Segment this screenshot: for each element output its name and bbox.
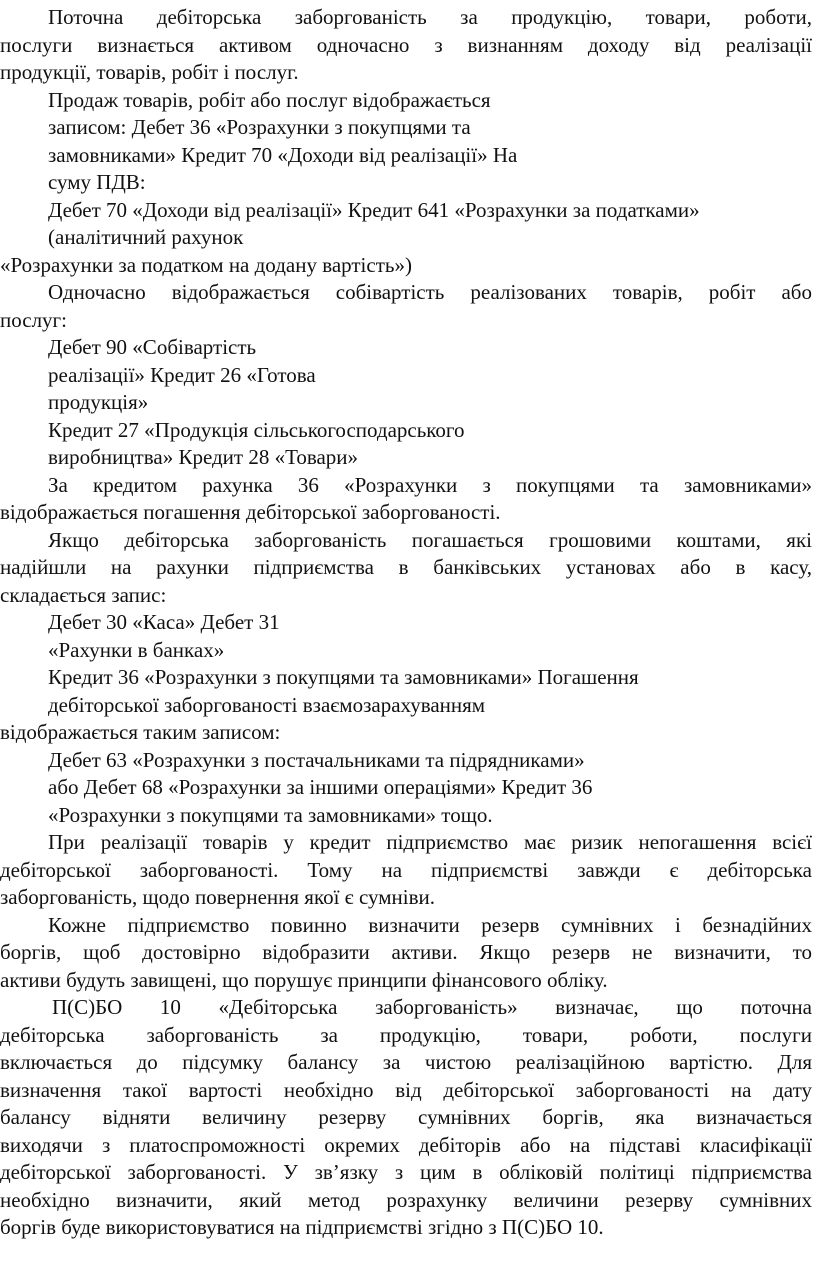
document-text-line: записом: Дебет 36 «Розрахунки з покупцями та xyxy=(48,115,471,139)
document-text-line: Кожне підприємство повинно визначити резерв сумнівних і безнадійних xyxy=(48,912,812,937)
document-text-line: Поточна дебіторська заборгованість за продукцію, товари, роботи, xyxy=(48,5,812,29)
document-text-line: відображається таким записом: xyxy=(0,720,281,744)
document-text-line: дебіторської заборгованості. Тому на підприємстві завжди є дебіторська xyxy=(0,857,812,882)
document-text-line: При реалізації товарів у кредит підприємство має ризик непогашення всієї xyxy=(48,830,812,854)
document-text-line: За кредитом рахунка 36 «Розрахунки з покупцями та замовниками» xyxy=(48,472,812,497)
document-text-line: дебіторської заборгованості взаємозарахуванням xyxy=(48,692,486,717)
document-text-line: заборгованість, щодо повернення якої є сумніви. xyxy=(0,885,435,909)
document-text-line: боргів буде використовуватися на підприємстві згідно з П(С)БО 10. xyxy=(0,1215,604,1239)
document-text-line: відображається погашення дебіторської заборгованості. xyxy=(0,500,501,524)
document-text-line: боргів, щоб достовірно відобразити активи. Якщо резерв не визначити, то xyxy=(0,940,812,964)
document-text-line: дебіторської заборгованості. У зв’язку з цим в обліковій політиці підприємства xyxy=(0,1160,812,1184)
document-text-line: суму ПДВ: xyxy=(48,170,146,194)
document-text-line: дебіторська заборгованість за продукцію, товари, роботи, послуги xyxy=(0,1022,812,1047)
document-text-line: продукції, товарів, робіт і послуг. xyxy=(0,60,299,84)
document-text-line: реалізації» Кредит 26 «Готова xyxy=(48,362,316,387)
document-text-line: включається до підсумку балансу за чистою реалізаційною вартістю. Для xyxy=(0,1050,812,1074)
document-text-line: активи будуть завищені, що порушує принципи фінансового обліку. xyxy=(0,967,608,992)
document-text-line: виробництва» Кредит 28 «Товари» xyxy=(48,445,359,469)
document-text-line: П(С)БО 10 «Дебіторська заборгованість» визначає, що поточна xyxy=(52,995,812,1019)
document-text-line: Дебет 70 «Доходи від реалізації» Кредит 641 «Розрахунки за податками» xyxy=(48,197,700,222)
document-text-line: «Рахунки в банках» xyxy=(48,637,225,662)
document-text-line: або Дебет 68 «Розрахунки за іншими операціями» Кредит 36 xyxy=(48,775,593,799)
document-text-line: (аналітичний рахунок xyxy=(48,225,244,249)
document-text-line: складається запис: xyxy=(0,582,167,607)
document-text-line: Одночасно відображається собівартість реалізованих товарів, робіт або xyxy=(48,280,812,304)
document-text-line: визначення такої вартості необхідно від дебіторської заборгованості на дату xyxy=(0,1077,812,1102)
document-text-line: виходячи з платоспроможності окремих дебіторів або на підставі класифікації xyxy=(0,1132,812,1157)
document-text-line: «Розрахунки з покупцями та замовниками» тощо. xyxy=(48,802,493,827)
document-text-line: Кредит 27 «Продукція сільськогосподарського xyxy=(48,417,465,442)
document-text-line: послуг: xyxy=(0,307,68,332)
document-text-line: Продаж товарів, робіт або послуг відображається xyxy=(48,87,491,112)
document-text-line: Кредит 36 «Розрахунки з покупцями та замовниками» Погашення xyxy=(48,665,639,689)
document-text-line: Дебет 30 «Каса» Дебет 31 xyxy=(48,610,280,634)
document-text-line: замовниками» Кредит 70 «Доходи від реалізації» На xyxy=(48,142,518,167)
document-text-line: Дебет 90 «Собівартість xyxy=(48,335,257,359)
document-text-line: надійшли на рахунки підприємства в банківських установах або в касу, xyxy=(0,555,812,579)
document-text-line: Якщо дебіторська заборгованість погашається грошовими коштами, які xyxy=(48,527,812,552)
document-text-line: «Розрахунки за податком на додану вартість») xyxy=(0,252,412,277)
document-text-line: Дебет 63 «Розрахунки з постачальниками та підрядниками» xyxy=(48,747,585,772)
document-text-line: необхідно визначити, який метод розрахунку величини резерву сумнівних xyxy=(0,1187,812,1212)
document-text-line: балансу відняти величину резерву сумнівних боргів, яка визначається xyxy=(0,1105,812,1129)
document-text-line: продукція» xyxy=(48,390,149,414)
document-text-line: послуги визнається активом одночасно з визнанням доходу від реалізації xyxy=(0,32,812,57)
